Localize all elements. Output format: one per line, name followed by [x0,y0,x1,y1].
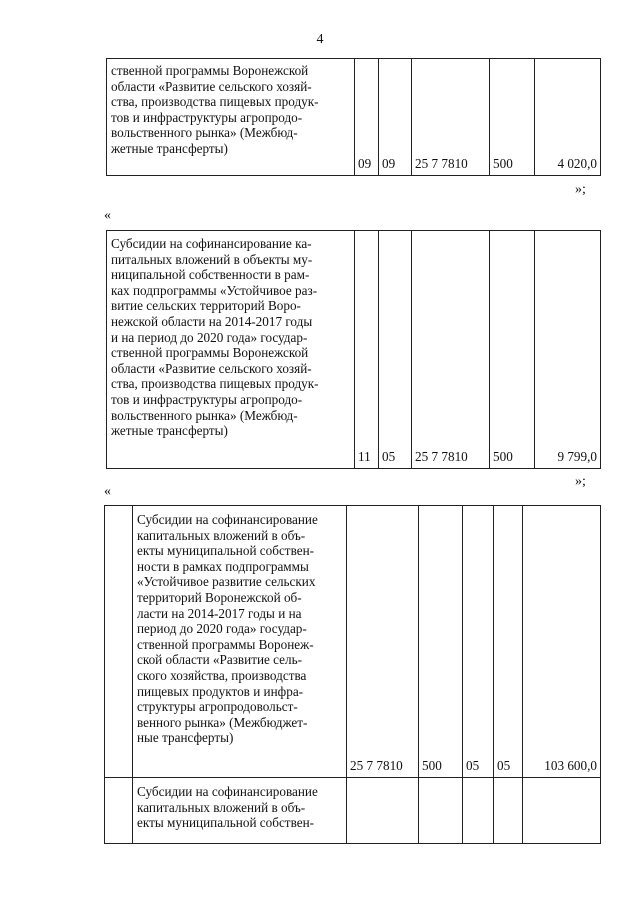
item-description [133,506,347,778]
description-line: Субсидии на софинансирование [137,784,318,799]
subsection-code: 05 [494,506,523,778]
item-description [107,231,355,469]
amount-value [523,778,601,844]
description-line: витие сельских территорий Воро- [111,298,301,314]
description-line: период до 2020 года» государ- [137,621,307,637]
table-row [107,59,601,176]
description-line: вольственного рынка» (Межбюд- [111,407,298,423]
amount-value: 9 799,0 [535,231,601,469]
description-line: ности в рамках подпрограммы [137,558,309,574]
description-line: жетные трансферты) [111,423,228,439]
description-line: территорий Воронежской об- [137,589,302,605]
description-line: питальных вложений в объекты му- [111,251,313,267]
description-line: ства, производства пищевых продук- [111,376,319,392]
target-article-code: 25 7 7810 [347,506,419,778]
description-line: ства, производства пищевых продук- [111,94,319,110]
table-row [105,778,601,844]
description-line: ского хозяйства, производства [137,667,307,683]
description-line: ласти на 2014-2017 годы и на [137,605,302,621]
description-line: ственной программы Воронежской [111,345,309,361]
budget-table-2 [106,230,601,469]
description-line: капитальных вложений в объ- [137,799,306,815]
closing-quote-mark: »; [575,182,586,197]
description-line: екты муниципальной собствен- [137,543,315,559]
table-row [107,231,601,469]
description-line: Субсидии на софинансирование [137,512,318,527]
subsection-code: 09 [379,59,412,176]
opening-quote-mark: « [104,208,111,223]
description-line: жетные трансферты) [111,140,228,156]
section-code: 09 [355,59,379,176]
target-article-code: 25 7 7810 [412,231,490,469]
description-line: ные трансферты) [137,730,234,746]
target-article-code: 25 7 7810 [412,59,490,176]
description-line: тов и инфраструктуры агропродо- [111,109,303,125]
description-line: ниципальной собственности в рам- [111,267,310,283]
target-article-code [347,778,419,844]
subsection-code: 05 [379,231,412,469]
expense-type-code: 500 [490,231,535,469]
amount-value: 103 600,0 [523,506,601,778]
description-line: ственной программы Воронежской [111,63,309,78]
description-line: тов и инфраструктуры агропродо- [111,391,303,407]
description-line: ках подпрограммы «Устойчивое раз- [111,282,318,298]
description-line: «Устойчивое развитие сельских [137,574,316,590]
section-code: 11 [355,231,379,469]
description-line: капитальных вложений в объ- [137,527,306,543]
section-code [463,778,494,844]
expense-type-code [419,778,463,844]
description-line: пищевых продуктов и инфра- [137,683,304,699]
opening-quote-mark: « [104,484,111,499]
description-line: области «Развитие сельского хозяй- [111,360,312,376]
closing-quote-mark: »; [575,474,586,489]
expense-type-code: 500 [419,506,463,778]
item-description [133,778,347,844]
amount-value: 4 020,0 [535,59,601,176]
subsection-code [494,778,523,844]
description-line: вольственного рынка» (Межбюд- [111,125,298,141]
description-line: нежской области на 2014-2017 годы [111,313,313,329]
table-row [105,506,601,778]
description-line: ственной программы Воронеж- [137,636,314,652]
budget-table-1 [106,58,601,176]
description-line: Субсидии на софинансирование ка- [111,236,312,251]
description-line: области «Развитие сельского хозяй- [111,78,312,94]
description-line: ской области «Развитие сель- [137,652,303,668]
description-line: и на период до 2020 года» государ- [111,329,308,345]
section-code: 05 [463,506,494,778]
page-number: 4 [316,32,324,47]
number-cell [105,778,133,844]
budget-table-3 [104,505,601,844]
expense-type-code: 500 [490,59,535,176]
number-cell [105,506,133,778]
description-line: венного рынка» (Межбюджет- [137,714,308,730]
item-description [107,59,355,176]
description-line: екты муниципальной собствен- [137,815,315,831]
description-line: структуры агропродовольст- [137,699,298,715]
